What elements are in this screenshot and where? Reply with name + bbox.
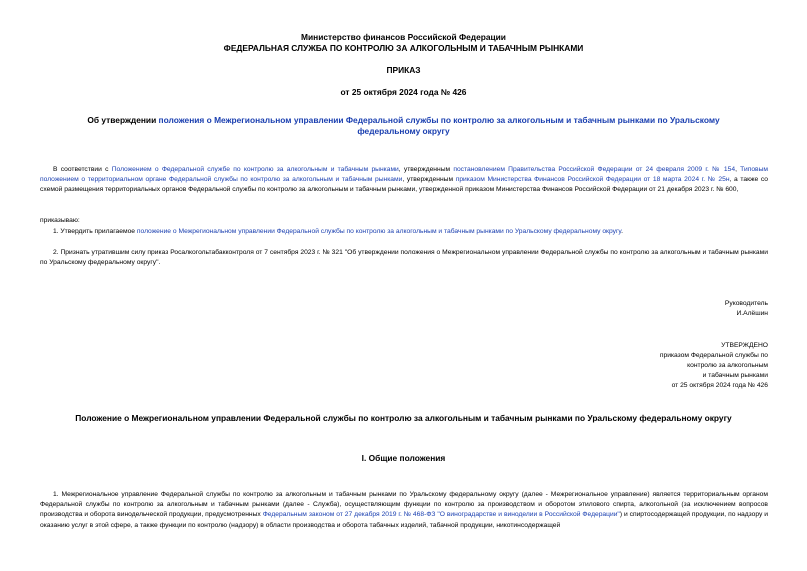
link-federal-law-468[interactable]: Федеральным законом от 27 декабря 2019 г. № 468-ФЗ "О виноградарстве и виноделии в Российской Федерации" bbox=[262, 511, 620, 519]
signature-position: Руководитель bbox=[724, 300, 768, 307]
approval-stamp-heading: УТВЕРЖДЕНО bbox=[721, 342, 768, 349]
preamble-paragraph: В соответствии с Положением о Федеральной службе по контролю за алкогольным и табачным рынками, утвержденным постановлением Правительства Российской Федерации от 24 февраля 2009 г. № 154, Типовым положением о территориальном органе Федеральной службы по контролю за алкогольным и табачным рынками, утвержденным приказом Министерства Финансов Российской Федерации от 18 марта 2024 г. № 25н, а также со схемой размещения территориальных органов Федеральной службы по контролю за алкогольным и табачным рынками, утвержденной приказом Министерства Финансов Российской Федерации от 21 декабря 2023 г. № 600, bbox=[40, 166, 768, 194]
approval-line: и табачным рынками bbox=[702, 372, 768, 379]
section-1-title: I. Общие положения bbox=[361, 453, 446, 463]
title-link-continuation[interactable]: федеральному округу bbox=[357, 126, 450, 136]
link-government-decree[interactable]: постановлением Правительства Российской Федерации от 24 февраля 2009 г. № 154 bbox=[453, 166, 736, 173]
document-title bbox=[60, 115, 747, 137]
order-item-2: 2. Признать утратившим силу приказ Росалкогольтабакконтроля от 7 сентября 2023 г. № 321 "Об утверждении положения о Межрегиональном управлении Федеральной службы по контролю за алкогольным и табачным рынками по Уральскому федеральному округу". bbox=[40, 249, 768, 267]
document-type: ПРИКАЗ bbox=[386, 65, 421, 75]
service-name: ФЕДЕРАЛЬНАЯ СЛУЖБА ПО КОНТРОЛЮ ЗА АЛКОГОЛЬНЫМ И ТАБАЧНЫМ РЫНКАМИ bbox=[223, 43, 584, 53]
order-word: приказываю: bbox=[40, 217, 80, 224]
link-regulation-umo[interactable]: положение о Межрегиональном управлении Федеральной службы по контролю за алкогольным и табачным рынками по Уральскому федеральному округу bbox=[136, 228, 622, 235]
title-prefix: Об утверждении bbox=[87, 115, 159, 125]
order-item-1: 1. Утвердить прилагаемое положение о Межрегиональном управлении Федеральной службы по контролю за алкогольным и табачным рынками по Уральскому федеральному округу. bbox=[53, 228, 623, 235]
approval-line: приказом Федеральной службы по bbox=[659, 352, 768, 359]
approval-date: от 25 октября 2024 года № 426 bbox=[671, 382, 768, 389]
approval-line: контролю за алкогольным bbox=[687, 362, 768, 369]
ministry-name: Министерство финансов Российской Федерации bbox=[301, 32, 506, 42]
document-date-number: от 25 октября 2024 года № 426 bbox=[340, 87, 467, 97]
signature-name: И.Алёшин bbox=[736, 310, 768, 317]
link-typical-regulation[interactable]: Типовым положением о территориальном органе Федеральной службы по контролю за алкогольным и табачным рынками bbox=[40, 166, 768, 184]
title-link[interactable]: положения о Межрегиональном управлении Федеральной службы по контролю за алкогольным и табачным рынками по Уральскому bbox=[158, 115, 720, 125]
link-minfin-order[interactable]: приказом Министерства Финансов Российской Федерации от 18 марта 2024 г. № 25н bbox=[455, 176, 730, 184]
link-fsrar-regulation[interactable]: Положением о Федеральной службе по контролю за алкогольным и табачным рынками bbox=[111, 166, 399, 173]
regulation-title: Положение о Межрегиональном управлении Федеральной службы по контролю за алкогольным и табачным рынками по Уральскому федеральному округу bbox=[75, 413, 732, 423]
section-1-paragraph-1: 1. Межрегиональное управление Федеральной службы по контролю за алкогольным и табачным рынками по Уральскому федеральному округу (далее - Межрегиональное управление) является территориальным органом Федеральной службы по контролю за алкогольным и табачным рынками (далее - Служба), осуществляющим функции по контролю за производством и оборотом этилового спирта, алкогольной (за исключением вопросов производства и оборота винодельческой продукции, предусмотренных Федеральным законом от 27 декабря 2019 г. № 468-ФЗ "О виноградарстве и виноделии в Российской Федерации") и спиртосодержащей продукции, по надзору и оказанию услуг в этой сфере, а также функции по контролю (надзору) в области производства и оборота табачных изделий, табачной продукции, никотинсодержащей bbox=[40, 491, 768, 529]
